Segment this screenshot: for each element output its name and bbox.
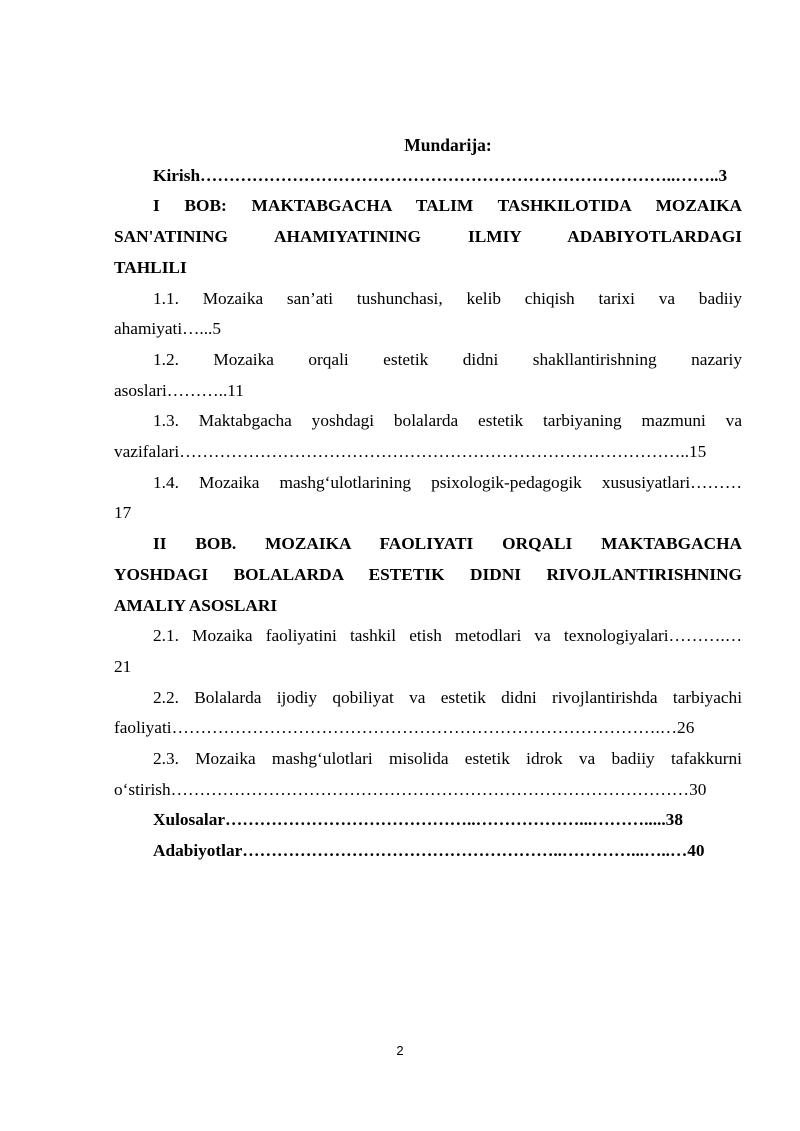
toc-chapter-2-line-1: II BOB. MOZAIKA FAOLIYATI ORQALI MAKTABGACHA	[153, 534, 742, 554]
toc-entry-text: Adabiyotlar………………………………………………..…………...…..…40	[153, 841, 705, 861]
page-number: 2	[396, 1043, 404, 1058]
toc-entry-2-1[interactable]	[114, 621, 742, 682]
toc-entry-line-2: vazifalari……………………………………………………………………………..15	[114, 442, 707, 462]
toc-entry-text: Kirish………………………………………………………………………..……..3	[153, 165, 728, 185]
toc-entry-line-1: 2.1. Mozaika faoliyatini tashkil etish metodlari va texnologiyalari……….…	[153, 626, 742, 646]
toc-entry-line-1: 2.2. Bolalarda ijodiy qobiliyat va estetik didni rivojlantirishda tarbiyachi	[153, 687, 742, 707]
toc-entry-line-2: 17	[114, 503, 132, 523]
toc-entry-references[interactable]	[114, 836, 742, 867]
toc-entry-line-1: 1.2. Mozaika orqali estetik didni shakllantirishning nazariy	[153, 349, 742, 369]
toc-entry-line-2: ahamiyati…...5	[114, 319, 222, 339]
toc-entry-2-2[interactable]	[114, 683, 742, 744]
toc-entry-line-2: 21	[114, 656, 132, 676]
toc-chapter-2-line-3: AMALIY ASOSLARI	[114, 595, 278, 615]
toc-chapter-1-line-2: SAN'ATINING AHAMIYATINING ILMIY ADABIYOTLARDAGI	[114, 227, 742, 247]
toc-entry-text: Xulosalar……………………………………..………………...……….....38	[153, 810, 683, 830]
toc-entry-1-3[interactable]	[114, 406, 742, 467]
toc-entry-2-3[interactable]	[114, 744, 742, 805]
toc-entry-line-1: 2.3. Mozaika mashg‘ulotlari misolida estetik idrok va badiiy tafakkurni	[153, 749, 742, 769]
page-title: Mundarija:	[404, 135, 492, 155]
toc-entry-line-2: faoliyati………………………………………………………………………….…26	[114, 718, 695, 738]
toc-entry-1-2[interactable]	[114, 345, 742, 406]
toc-chapter-1-line-3: TAHLILI	[114, 257, 187, 277]
toc-entry-introduction[interactable]	[114, 161, 742, 192]
toc-entry-1-1[interactable]	[114, 284, 742, 345]
toc-entry-conclusions[interactable]	[114, 805, 742, 836]
toc-entry-line-1: 1.4. Mozaika mashg‘ulotlarining psixologik-pedagogik xususiyatlari………	[153, 472, 742, 492]
toc-chapter-2-line-2: YOSHDAGI BOLALARDA ESTETIK DIDNI RIVOJLANTIRISHNING	[114, 564, 742, 584]
toc-entry-1-4[interactable]	[114, 468, 742, 529]
toc-entry-line-1: 1.3. Maktabgacha yoshdagi bolalarda estetik tarbiyaning mazmuni va	[153, 411, 742, 431]
toc-entry-line-1: 1.1. Mozaika san’ati tushunchasi, kelib chiqish tarixi va badiiy	[153, 288, 742, 308]
toc-entry-line-2: o‘stirish………………………………………………………………………………30	[114, 779, 707, 799]
table-of-contents	[114, 130, 742, 867]
toc-chapter-1-line-1: I BOB: MAKTABGACHA TALIM TASHKILOTIDA MOZAIKA	[153, 196, 742, 216]
toc-chapter-2-heading[interactable]	[114, 529, 742, 621]
toc-chapter-1-heading[interactable]	[114, 191, 742, 283]
toc-entry-line-2: asoslari………..11	[114, 380, 244, 400]
